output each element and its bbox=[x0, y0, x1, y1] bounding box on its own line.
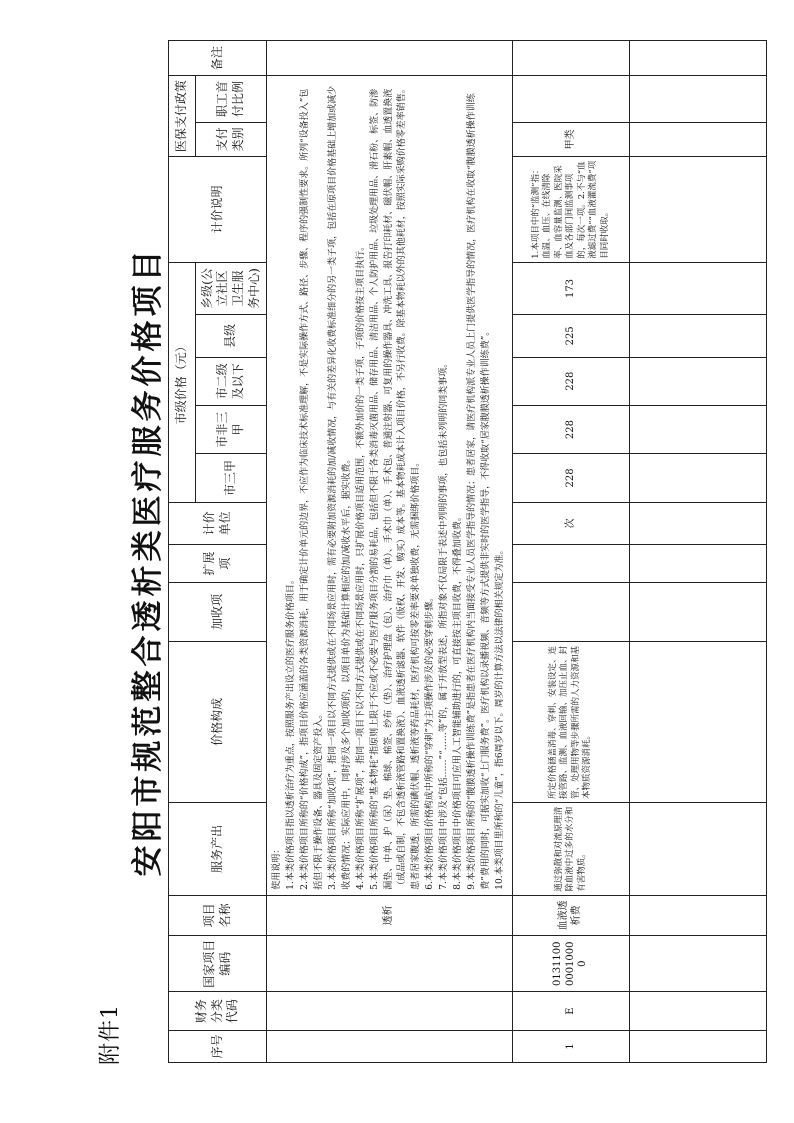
cell-finance-code: E bbox=[512, 992, 629, 1030]
section-code-cell bbox=[267, 936, 513, 992]
empty-cell bbox=[629, 544, 766, 582]
empty-cell bbox=[629, 936, 766, 992]
empty-cell bbox=[629, 992, 766, 1030]
section-description-row bbox=[267, 41, 513, 1063]
col-national-code: 国家项目编码 bbox=[169, 936, 267, 992]
table-row bbox=[512, 41, 629, 1063]
empty-cell bbox=[629, 641, 766, 802]
col-seq: 序号 bbox=[169, 1030, 267, 1062]
empty-cell bbox=[629, 41, 766, 76]
cell-item-name: 血液透析费 bbox=[512, 895, 629, 935]
col-price-composition: 价格构成 bbox=[169, 641, 267, 802]
col-group-market-price: 市级价格（元） bbox=[169, 262, 196, 502]
cell-pay-type: 甲类 bbox=[512, 122, 629, 156]
cell-billing-note: 1.本项目中的“监测”指：血温、血压、在线清除率、血容量监测、医院采血及各部门间监测事项的，每次一项。2.不与“血液滤过费”“血液灌流费”项目同时收取。 bbox=[512, 156, 629, 262]
empty-cell bbox=[629, 583, 766, 641]
empty-cell bbox=[629, 315, 766, 357]
cell-price-city2: 228 bbox=[512, 357, 629, 405]
empty-cell bbox=[629, 76, 766, 122]
usage-note: 8.本类价格项目中价格项目可应用人工智能辅助进行的，可直接按主项目收费，不得叠加收费。 bbox=[453, 512, 464, 890]
cell-seq: 1 bbox=[512, 1030, 629, 1062]
empty-cell bbox=[629, 122, 766, 156]
col-remark: 备注 bbox=[169, 41, 267, 76]
usage-note: 2.本类价格项目所称的“价格构成”，指项目价格应涵盖的各类资源消耗，用于确定计价单元的边界，不应作为临床技术标准理解，不是实际操作方式、路径、步骤、程序的强制性要求。所列“设备投入”包括但不限于操作设备、器具及固定资产投入。 bbox=[299, 88, 324, 890]
cell-price-noncity3: 228 bbox=[512, 405, 629, 453]
cell-extension bbox=[512, 544, 629, 582]
section-seq-cell bbox=[267, 1030, 513, 1062]
cell-add-on bbox=[512, 583, 629, 641]
table-row-empty bbox=[629, 41, 766, 1063]
header-row-1 bbox=[169, 41, 196, 1063]
price-table bbox=[168, 40, 767, 1063]
usage-note: 10.本类项目里所称的“儿童”，指6周岁以下。周岁的计算方法以法律的相关规定为准。 bbox=[495, 545, 505, 890]
col-finance-code: 财务分类代码 bbox=[169, 992, 267, 1030]
cell-staff-ratio bbox=[512, 76, 629, 122]
empty-cell bbox=[629, 1030, 766, 1062]
cell-unit: 次 bbox=[512, 502, 629, 544]
empty-cell bbox=[629, 802, 766, 895]
usage-note: 3.本类价格项目所称“加收项”，指同一项目以不同方式提供或在不同场景应用时，需有必要附加资源消耗的加/减收情况，与有关的差异化收费标准细分的另一类子项，包括在原项目价格基础上增加或减少收费的情况；实际应用中，同时涉及多个加收项的，以项目单价为基础计算相应的加/减收水平后，据实收费。 bbox=[327, 85, 352, 890]
section-finance-cell bbox=[267, 992, 513, 1030]
usage-note: 使用说明： bbox=[272, 844, 282, 890]
cell-price-composition: 所定价格涵盖消毒、穿刺、安装设定、连接管路、监测、血液回输、加压止血、封管、处理用物等步骤所需的人力资源和基本物质资源消耗。 bbox=[512, 641, 629, 802]
usage-notes bbox=[267, 76, 513, 895]
section-label: 透析 bbox=[267, 895, 513, 935]
col-staff-ratio: 职工首付比例 bbox=[196, 76, 267, 122]
cell-price-city3: 228 bbox=[512, 454, 629, 502]
usage-note: 5.本类价格项目所称的“基本物耗”指原则上限于不应或不必要与医疗服务项目分割的易耗品，包括但不限于各类消毒灭菌用品、储存用品、清洁用品、个人防护用品、垃圾处理用品、滑石粉、标签、防渗漏垫、中单、护（尿）垫、棉球、棉签、纱布（垫）、治疗护理盘（包）、治疗巾（单）、手术巾（单）、手术包、普通注射器、可复用的操作器具、冲洗工具、报告打印耗材、磁伏帽、肝素帽、血透置换液（成品或自制，不包含透析液管路和置换液）、血液透析滤器、软件（版权、开发、购买）成本等。基本物耗成本计入项目价格，不另行收费。除基本物耗以外的其他耗材，按照实际采购价格零差率销售。患者居家腹透，所需的碘伏帽、透析液等药品耗材，医疗机构可按零差率要求单独收费，无需捆绑价格项目。 bbox=[369, 84, 422, 890]
col-item-name: 项目名称 bbox=[169, 895, 267, 935]
col-unit: 计价单位 bbox=[169, 502, 267, 544]
price-table-wrapper bbox=[168, 40, 767, 1063]
section-remark-cell bbox=[267, 41, 513, 76]
col-county: 县级 bbox=[196, 315, 267, 357]
col-add-on: 加收项 bbox=[169, 583, 267, 641]
usage-note: 1.本类价格项目指以透析治疗为重点，按照服务产出设立的医疗服务价格项目。 bbox=[285, 575, 296, 890]
usage-note: 6.本类价格项目价格构成中所称的“穿刺”为主项操作涉及的必要穿刺步骤。 bbox=[425, 592, 436, 890]
col-extension: 扩展项 bbox=[169, 544, 267, 582]
empty-cell bbox=[629, 454, 766, 502]
empty-cell bbox=[629, 502, 766, 544]
cell-price-township: 173 bbox=[512, 262, 629, 314]
col-group-insurance: 医保支付政策 bbox=[169, 76, 196, 157]
empty-cell bbox=[629, 156, 766, 262]
annex-label: 附件1 bbox=[98, 1004, 123, 1065]
col-pay-type: 支付类别 bbox=[196, 122, 267, 156]
empty-cell bbox=[629, 405, 766, 453]
cell-service-output: 通过弥散和对流原理清除血液中过多的水分和有害物质。 bbox=[512, 802, 629, 895]
col-billing-note: 计价说明 bbox=[169, 156, 267, 262]
usage-note: 4.本类价格项目所称“扩展项”，指同一项目下以不同方式提供或在不同场景应用时，只扩展价格项目适用范围，不额外加价的一类子项，子项的价格按主项目执行。 bbox=[355, 241, 366, 890]
empty-cell bbox=[629, 895, 766, 935]
cell-price-county: 225 bbox=[512, 315, 629, 357]
usage-note: 7.本类价格项目中涉及“包括……”“……等”的，属于开放型表述，所指对象不仅局限于表述中列明的事项，也包括未列明的同类事项。 bbox=[439, 358, 450, 890]
cell-national-code: 013110000010000 bbox=[512, 936, 629, 992]
usage-note: 9.本类价格项目所称的“腹膜透析操作训练费”是指患者在医疗机构内当面接受专业人员医学指导的情况；患者居家，请医疗机构派专业人员上门提供医学指导的情况，医疗机构在收取“腹膜透析操作训练费”费用的同时，可据实加收“上门服务费”。医疗机构以录播视频、音频等方式提供非实时的医学指导，不得收取“居家腹膜透析操作训练费”。 bbox=[467, 93, 492, 890]
document-title: 安阳市规范整合透析类医疗服务价格项目 bbox=[130, 246, 166, 877]
empty-cell bbox=[629, 262, 766, 314]
empty-cell bbox=[629, 357, 766, 405]
cell-remark bbox=[512, 41, 629, 76]
col-service-output: 服务产出 bbox=[169, 802, 267, 895]
col-noncity3: 市非三甲 bbox=[196, 405, 267, 453]
col-city2: 市二级及以下 bbox=[196, 357, 267, 405]
col-city3: 市三甲 bbox=[196, 454, 267, 502]
col-township: 乡级(公立社区卫生服务中心) bbox=[196, 262, 267, 314]
